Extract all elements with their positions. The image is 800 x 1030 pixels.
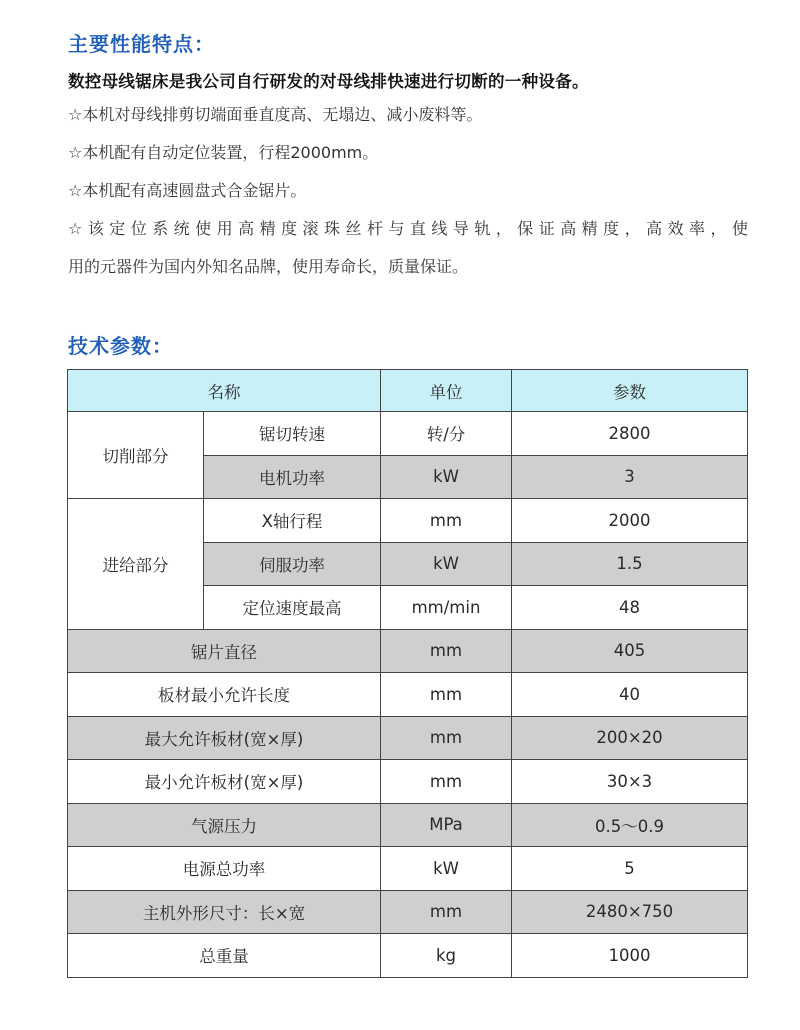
param-name: 主机外形尺寸：长×宽 — [68, 890, 381, 934]
params-table — [67, 369, 748, 978]
param-name: 电源总功率 — [68, 847, 381, 891]
group-label: 进给部分 — [68, 499, 204, 630]
features-heading: 主要性能特点： — [68, 32, 215, 56]
table-row — [68, 847, 748, 891]
param-name: 板材最小允许长度 — [68, 673, 381, 717]
param-unit: 转/分 — [381, 412, 512, 456]
table-header-row — [68, 370, 748, 412]
param-unit: mm — [381, 760, 512, 804]
param-value: 2000 — [512, 499, 748, 543]
feature-line: ☆本机配有高速圆盘式合金锯片。 — [68, 181, 307, 200]
param-name: 最大允许板材(宽×厚) — [68, 716, 381, 760]
param-unit: mm — [381, 499, 512, 543]
table-row — [68, 890, 748, 934]
param-name: 气源压力 — [68, 803, 381, 847]
features-list — [68, 96, 748, 286]
param-name: 最小允许板材(宽×厚) — [68, 760, 381, 804]
param-value: 30×3 — [512, 760, 748, 804]
param-unit: kW — [381, 455, 512, 499]
param-value: 40 — [512, 673, 748, 717]
feature-line: ☆本机配有自动定位装置，行程2000mm。 — [68, 143, 379, 162]
param-value: 2480×750 — [512, 890, 748, 934]
param-name: X轴行程 — [204, 499, 381, 543]
table-row — [68, 629, 748, 673]
param-value: 48 — [512, 586, 748, 630]
params-heading: 技术参数： — [68, 334, 173, 358]
param-value: 200×20 — [512, 716, 748, 760]
param-unit: mm — [381, 890, 512, 934]
group-label: 切削部分 — [68, 412, 204, 499]
header-value: 参数 — [512, 370, 748, 412]
table-row — [68, 673, 748, 717]
table-row — [68, 499, 748, 543]
param-value: 1000 — [512, 934, 748, 978]
param-unit: mm — [381, 629, 512, 673]
param-value: 405 — [512, 629, 748, 673]
param-unit: mm/min — [381, 586, 512, 630]
param-name: 电机功率 — [204, 455, 381, 499]
table-row — [68, 934, 748, 978]
param-name: 总重量 — [68, 934, 381, 978]
param-unit: kg — [381, 934, 512, 978]
feature-item — [68, 172, 748, 210]
table-row — [68, 716, 748, 760]
table-row — [68, 803, 748, 847]
param-unit: kW — [381, 847, 512, 891]
param-unit: MPa — [381, 803, 512, 847]
header-unit: 单位 — [381, 370, 512, 412]
feature-line: ☆该定位系统使用高精度滚珠丝杆与直线导轨，保证高精度，高效率，使 — [68, 219, 748, 238]
param-value: 3 — [512, 455, 748, 499]
feature-line: ☆本机对母线排剪切端面垂直度高、无塌边、减小废料等。 — [68, 105, 483, 124]
param-value: 1.5 — [512, 542, 748, 586]
param-name: 定位速度最高 — [204, 586, 381, 630]
param-name: 伺服功率 — [204, 542, 381, 586]
intro-paragraph: 数控母线锯床是我公司自行研发的对母线排快速进行切断的一种设备。 — [68, 72, 589, 91]
param-value: 2800 — [512, 412, 748, 456]
param-value: 5 — [512, 847, 748, 891]
feature-item — [68, 96, 748, 134]
param-name: 锯切转速 — [204, 412, 381, 456]
param-value: 0.5～0.9 — [512, 803, 748, 847]
feature-line: 用的元器件为国内外知名品牌，使用寿命长，质量保证。 — [68, 257, 469, 276]
param-unit: mm — [381, 716, 512, 760]
feature-item — [68, 210, 748, 286]
header-name: 名称 — [68, 370, 381, 412]
feature-item — [68, 134, 748, 172]
table-row — [68, 760, 748, 804]
param-unit: mm — [381, 673, 512, 717]
param-name: 锯片直径 — [68, 629, 381, 673]
table-row — [68, 412, 748, 456]
param-unit: kW — [381, 542, 512, 586]
